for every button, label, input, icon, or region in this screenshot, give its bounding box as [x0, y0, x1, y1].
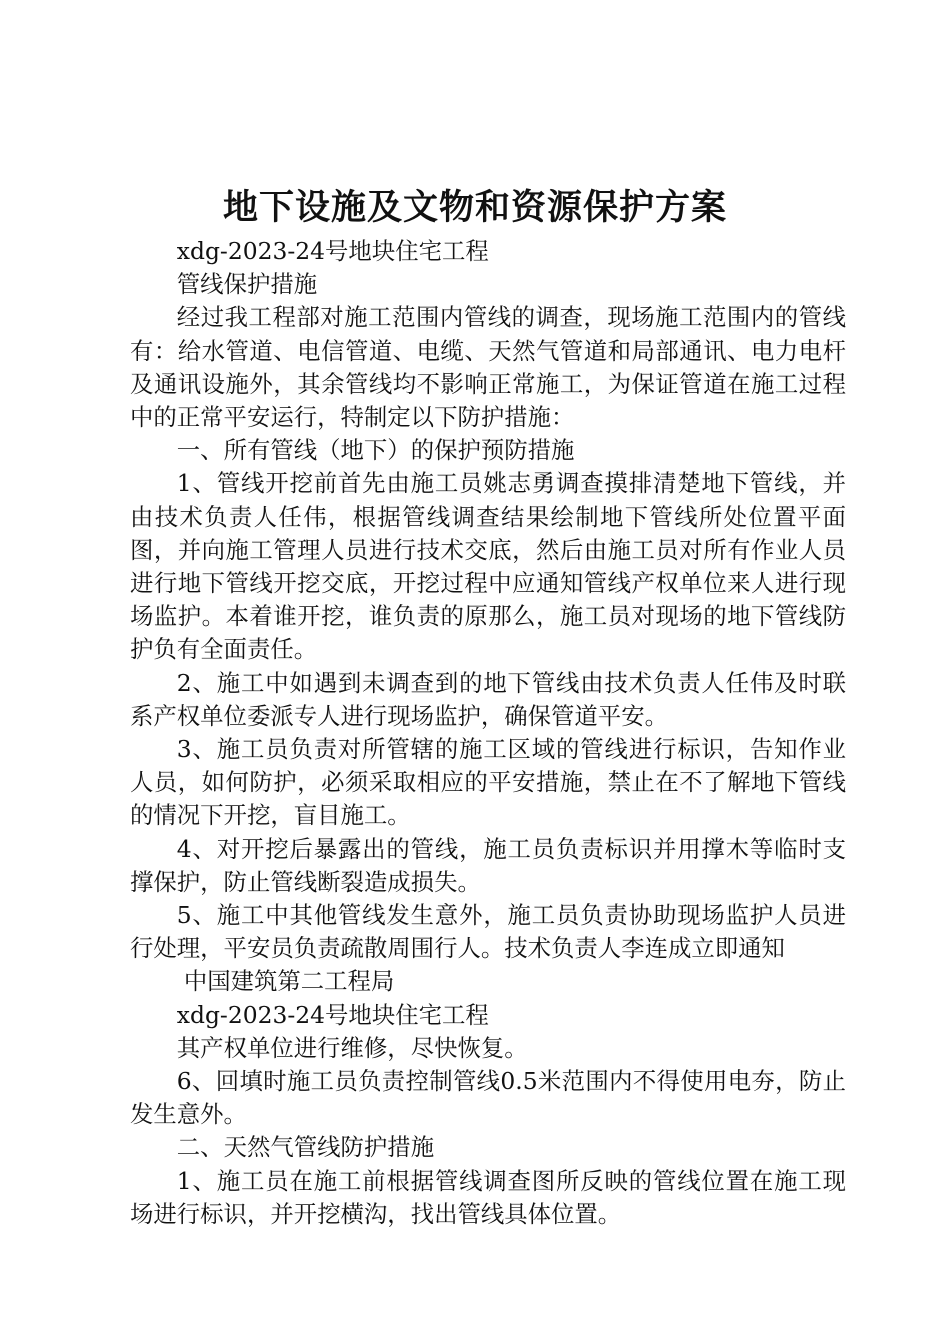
intro-paragraph: 经过我工程部对施工范围内管线的调查，现场施工范围内的管线有：给水管道、电信管道、电缆、天然气管道和局部通讯、电力电杆及通讯设施外，其余管线均不影响正常施工，为保证管道在施工过程中的正常平安运行，特制定以下防护措施：	[130, 303, 846, 432]
section-heading-1: 一、所有管线（地下）的保护预防措施	[176, 436, 575, 465]
measure-item-5-continued: 其产权单位进行维修，尽快恢复。	[176, 1033, 528, 1062]
measure-item-1: 1、管线开挖前首先由施工员姚志勇调查摸排清楚地下管线，并由技术负责人任伟，根据管线调查结果绘制地下管线所处位置平面图，并向施工管理人员进行技术交底，然后由施工员对所有作业人员进行地下管线开挖交底，开挖过程中应通知管线产权单位来人进行现场监护。本着谁开挖，谁负责的原那么，施工员对现场的地下管线防护负有全面责任。	[130, 469, 846, 664]
measure-item-3: 3、施工员负责对所管辖的施工区域的管线进行标识，告知作业人员，如何防护，必须采取相应的平安措施，禁止在不了解地下管线的情况下开挖，盲目施工。	[130, 735, 846, 830]
document-title: 地下设施及文物和资源保护方案	[222, 187, 727, 228]
company-name-line: 中国建筑第二工程局	[183, 967, 395, 996]
gas-measure-item-1: 1、施工员在施工前根据管线调查图所反映的管线位置在施工现场进行标识，并开挖横沟，找出管线具体位置。	[130, 1166, 846, 1228]
measure-item-2: 2、施工中如遇到未调查到的地下管线由技术负责人任伟及时联系产权单位委派专人进行现场监护，确保管道平安。	[130, 668, 846, 730]
section-heading-pipeline-protection: 管线保护措施	[176, 270, 318, 299]
document-body	[130, 235, 846, 1231]
measure-item-6: 6、回填时施工员负责控制管线0.5米范围内不得使用电夯，防止发生意外。	[130, 1067, 846, 1129]
project-name-line: xdg-2023-24号地块住宅工程	[176, 237, 489, 265]
project-name-line-repeat: xdg-2023-24号地块住宅工程	[176, 1000, 489, 1029]
section-heading-2: 二、天然气管线防护措施	[176, 1133, 435, 1162]
measure-item-4: 4、对开挖后暴露出的管线，施工员负责标识并用撑木等临时支撑保护，防止管线断裂造成损失。	[130, 834, 846, 896]
measure-item-5: 5、施工中其他管线发生意外，施工员负责协助现场监护人员进行处理，平安员负责疏散周围行人。技术负责人李连成立即通知	[130, 901, 846, 963]
